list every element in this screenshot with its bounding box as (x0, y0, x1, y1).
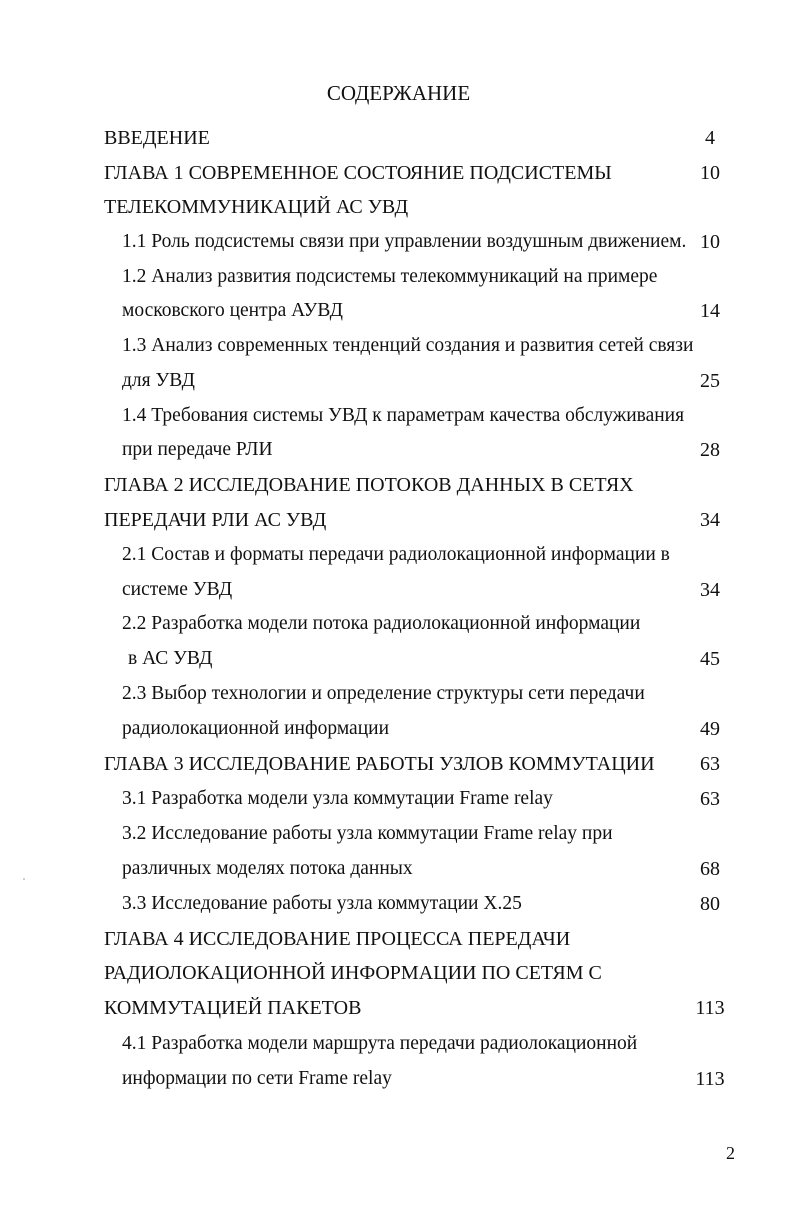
toc-entry-page: 113 (695, 997, 725, 1019)
toc-entry-text: 1.1 Роль подсистемы связи при управлении воздушным движением. (122, 231, 687, 252)
toc-entry-page: 34 (700, 579, 720, 601)
toc-entry-text: 1.2 Анализ развития подсистемы телекоммуникаций на примере (122, 266, 658, 287)
toc-entry-page: 113 (695, 1068, 725, 1090)
toc-entry-text: ТЕЛЕКОММУНИКАЦИЙ АС УВД (104, 196, 409, 218)
toc-entry-text: ГЛАВА 4 ИССЛЕДОВАНИЕ ПРОЦЕССА ПЕРЕДАЧИ (104, 928, 571, 950)
toc-entry-page: 49 (700, 718, 720, 740)
toc-entry-text: ГЛАВА 3 ИССЛЕДОВАНИЕ РАБОТЫ УЗЛОВ КОММУТАЦИИ (104, 753, 655, 775)
toc-entry-text: ГЛАВА 1 СОВРЕМЕННОЕ СОСТОЯНИЕ ПОДСИСТЕМЫ (104, 162, 612, 184)
toc-entry-text: 3.3 Исследование работы узла коммутации Х.25 (122, 893, 522, 914)
toc-entry-page: 14 (700, 300, 720, 322)
toc-entry-page: 25 (700, 370, 720, 392)
toc-entry-text: 1.4 Требования системы УВД к параметрам качества обслуживания (122, 405, 685, 426)
toc-entry-text: ГЛАВА 2 ИССЛЕДОВАНИЕ ПОТОКОВ ДАННЫХ В СЕТЯХ (104, 474, 634, 496)
toc-entry-page: 63 (700, 753, 720, 775)
toc-entry-text: различных моделях потока данных (122, 858, 413, 879)
toc-entry-text: 1.3 Анализ современных тенденций создания и развития сетей связи (122, 335, 694, 356)
toc-entry-page: 10 (700, 162, 720, 184)
toc-entry-text: при передаче РЛИ (122, 439, 273, 460)
toc-entry-text: информации по сети Frame relay (122, 1068, 392, 1089)
toc-entry-page: 28 (700, 439, 720, 461)
toc-entry-text: в АС УВД (128, 648, 213, 669)
toc-entry-text: РАДИОЛОКАЦИОННОЙ ИНФОРМАЦИИ ПО СЕТЯМ С (104, 962, 602, 984)
toc-entry-text: 2.1 Состав и форматы передачи радиолокационной информации в (122, 544, 670, 565)
toc-entry-text: для УВД (122, 370, 195, 391)
page-title: СОДЕРЖАНИЕ (326, 81, 471, 105)
toc-entry-page: 80 (700, 893, 720, 915)
toc-entry-text: системе УВД (122, 579, 233, 600)
toc-entry-page: 45 (700, 648, 720, 670)
toc-entry-text: московского центра АУВД (122, 300, 343, 321)
scan-speck (23, 878, 25, 880)
toc-entry-text: 3.1 Разработка модели узла коммутации Frame relay (122, 788, 553, 809)
toc-entry-text: радиолокационной информации (122, 718, 390, 739)
toc-entry-page: 68 (700, 858, 720, 880)
toc-entry-text: 4.1 Разработка модели маршрута передачи радиолокационной (122, 1033, 638, 1054)
toc-entry-page: 34 (700, 509, 720, 531)
toc-entry-text: 2.2 Разработка модели потока радиолокационной информации (122, 613, 641, 634)
toc-entry-text: 3.2 Исследование работы узла коммутации Frame relay при (122, 823, 613, 844)
toc-entry-page: 63 (700, 788, 720, 810)
toc-entry-page: 10 (700, 231, 720, 253)
toc-entry-text: 2.3 Выбор технологии и определение структуры сети передачи (122, 683, 645, 704)
toc-entry-text: ПЕРЕДАЧИ РЛИ АС УВД (104, 509, 327, 531)
toc-entry-text: ВВЕДЕНИЕ (104, 127, 210, 149)
toc-entry-text: КОММУТАЦИЕЙ ПАКЕТОВ (104, 997, 362, 1019)
page-number: 2 (726, 1143, 735, 1163)
toc-entry-page: 4 (705, 127, 715, 149)
